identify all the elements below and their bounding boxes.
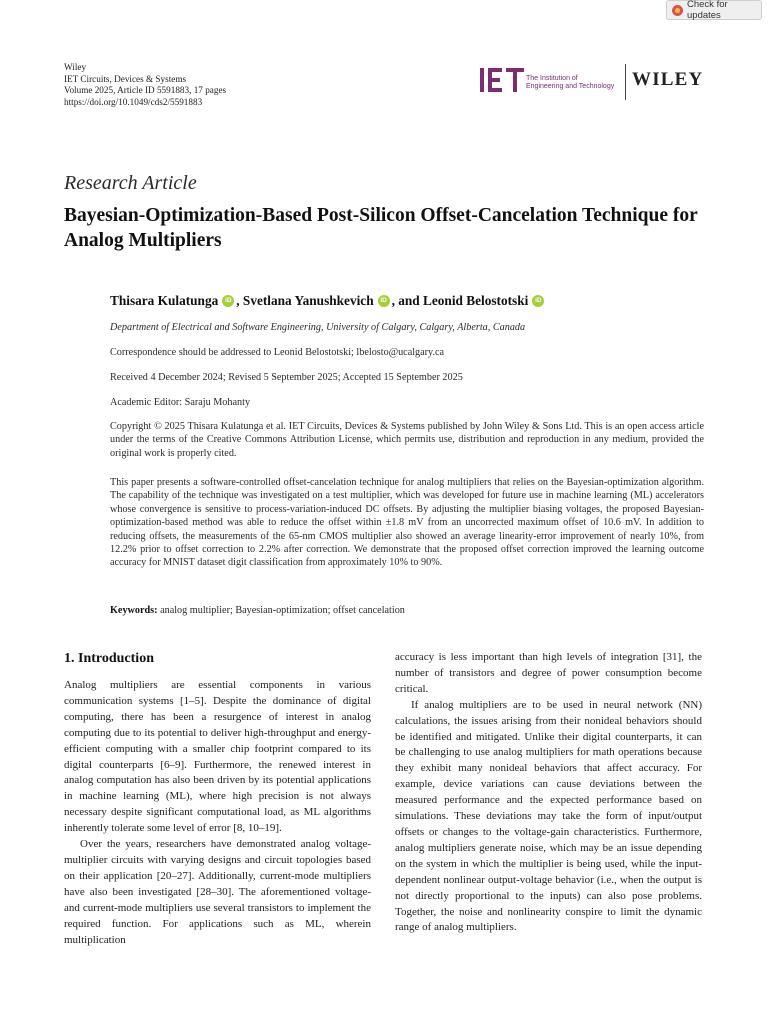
check-for-updates-button[interactable] [666,0,762,20]
author-list [110,293,546,309]
logo-divider [625,64,626,100]
journal-meta [64,62,226,108]
doi-link[interactable]: https://doi.org/10.1049/cds2/5591883 [64,96,203,107]
crossmark-icon [672,5,683,16]
orcid-icon[interactable]: iD [532,295,544,307]
author-name[interactable]: Svetlana Yanushkevich [242,293,374,308]
article-title: Bayesian-Optimization-Based Post-Silicon Offset-Cancelation Technique for Analog Multipliers [64,205,698,251]
author-separator: , [236,293,243,308]
keywords [110,605,405,616]
history-dates: Received 4 December 2024; Revised 5 September 2025; Accepted 15 September 2025 [110,372,463,383]
author-separator: , and [391,293,424,308]
body-paragraph: If analog multipliers are to be used in neural network (NN) calculations, the issues arising from their nonideal behaviors should be identified and mitigated. Unlike their digital counterparts, it can be challenging to use analog multipliers for math operations because they exhibit many nonideal behaviors that affect accuracy. For example, device variations can cause deviations between the measured performance and the expected performance based on simulations. These deviations may take the form of input/output offsets or changes to the voltage-gain characteristics. Furthermore, analog multipliers generate noise, which may be an issue depending on the system in which the multiplier is being used, while the input-dependent nonlinear output-voltage behavior (i.e., when the output is not directly proportional to the inputs) can also pose problems. Together, the noise and nonlinearity conspire to limit the dynamic range of analog multipliers. [395,698,702,934]
keywords-list: analog multiplier; Bayesian-optimization; offset cancelation [160,605,405,616]
journal-name: IET Circuits, Devices & Systems [64,73,187,84]
iet-logo-text: The Institution of Engineering and Technology [526,75,615,90]
check-for-updates-label: Check for updates [687,0,728,21]
affiliation: Department of Electrical and Software Engineering, University of Calgary, Calgary, Alberta, Canada [110,322,526,333]
correspondence: Correspondence should be addressed to Leonid Belostotski; lbelosto@ucalgary.ca [110,347,445,358]
left-column [64,678,371,948]
copyright-notice: Copyright © 2025 Thisara Kulatunga et al. IET Circuits, Devices & Systems published by John Wiley & Sons Ltd. This is an open access article under the terms of the Creative Commons Attribution License, which permits use, distribution and reproduction in any medium, provided the original work is properly cited. [110,421,704,459]
volume-info: Volume 2025, Article ID 5591883, 17 pages [64,85,227,95]
iet-logo-icon [480,68,524,92]
abstract: This paper presents a software-controlled offset-cancelation technique for analog multipliers that relies on the Bayesian-optimization algorithm. The capability of the technique was investigated on a test multiplier, which was developed for future use in machine learning (ML) accelerators whose convergence is sensitive to process-variation-induced DC offsets. By adjusting the multiplier biasing voltages, the proposed Bayesian-optimization-based method was able to reduce the offset within ±1.8 mV from an uncorrected maximum offset of 10.6 mV. In addition to reducing offsets, the measurements of the 65-nm CMOS multiplier also showed an average linearity-error improvement of nearly 10%, from 12.2% prior to offset correction to 2.2% after correction. We demonstrate that the proposed offset correction improved the learning outcome accuracy for MNIST dataset digit classification from approximately 10% to 90%. [110,477,704,569]
author-name[interactable]: Leonid Belostotski [423,293,529,308]
publisher-name: Wiley [64,62,87,72]
article-type: Research Article [64,172,197,194]
publisher-logos [480,62,712,102]
right-column [395,650,702,936]
keywords-label: Keywords: [110,605,158,616]
wiley-logo: WILEY [632,69,704,90]
orcid-icon[interactable]: iD [222,295,234,307]
body-paragraph: Analog multipliers are essential components in various communication systems [1–5]. Despite the dominance of digital computing, there has been a resurgence of interest in analog computing due to its potential to deliver high-throughput and energy-efficient computing with a smaller chip footprint compared to its digital counterparts [6–9]. Furthermore, the renewed interest in analog computation has also been driven by its potential applications in machine learning (ML), where high precision is not always necessary despite significant computational load, as ML algorithms inherently tolerate some level of error [8, 10–19]. [64,679,371,835]
academic-editor: Academic Editor: Saraju Mohanty [110,397,251,408]
body-paragraph: Over the years, researchers have demonstrated analog voltage-multiplier circuits with varying designs and circuit topologies based on their application [20–27]. Additionally, current-mode multipliers have also been investigated [28–30]. The aforementioned voltage- and current-mode multipliers use several transistors to implement the required function. For applications such as ML, wherein multiplication [64,838,371,946]
orcid-icon[interactable]: iD [378,295,390,307]
body-paragraph: accuracy is less important than high levels of integration [31], the number of transistors and degree of power consumption become critical. [395,651,702,695]
author-name[interactable]: Thisara Kulatunga [110,293,219,308]
section-heading: 1. Introduction [64,651,154,666]
